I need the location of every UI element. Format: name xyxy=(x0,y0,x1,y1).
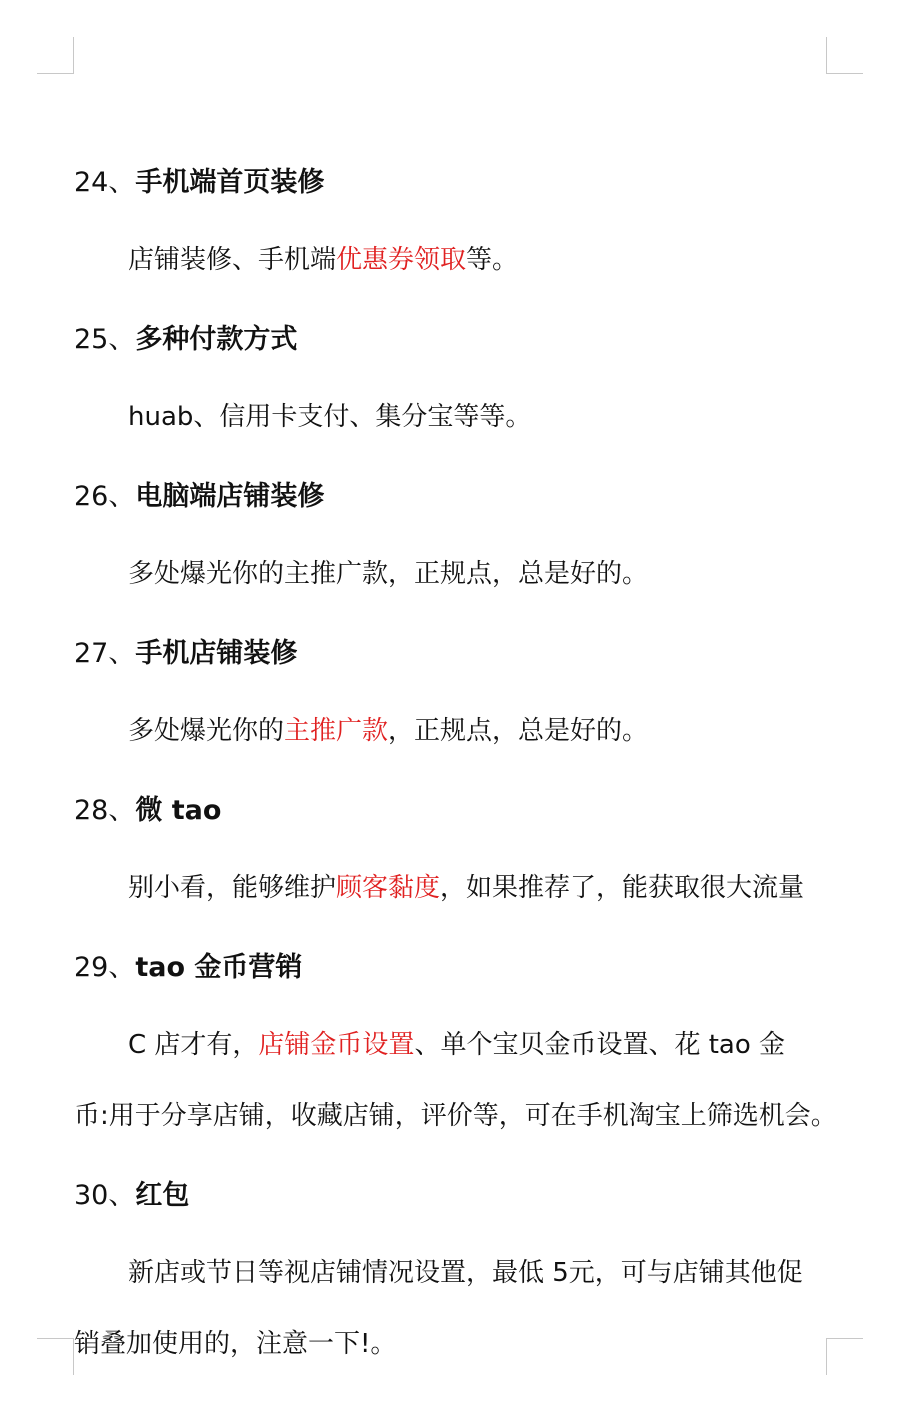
paragraph-line xyxy=(74,1309,854,1380)
section-heading xyxy=(74,469,854,525)
section-heading xyxy=(74,155,854,211)
body-text: C 店才有， xyxy=(128,1030,259,1060)
section-heading xyxy=(74,626,854,682)
section-title: 多种付款方式 xyxy=(135,324,298,355)
body-text: ，如果推荐了，能获取很大流量 xyxy=(440,873,805,903)
body-text: 、单个宝贝金币设置、花 tao 金 xyxy=(414,1030,786,1060)
highlighted-text: 优惠券领取 xyxy=(336,245,467,275)
highlighted-text: 店铺金币设置 xyxy=(258,1030,415,1060)
section xyxy=(74,312,854,469)
section-number: 29、 xyxy=(74,952,136,983)
section xyxy=(74,783,854,940)
section xyxy=(74,155,854,312)
section-title: 电脑端店铺装修 xyxy=(135,481,325,512)
body-text: 销叠加使用的，注意一下!。 xyxy=(74,1329,397,1359)
section-number: 24、 xyxy=(74,167,136,198)
body-text: 多处爆光你的主推广款，正规点，总是好的。 xyxy=(128,559,649,589)
section xyxy=(74,940,854,1168)
crop-mark-bottom-left xyxy=(37,1338,74,1375)
section-number: 30、 xyxy=(74,1180,136,1211)
section xyxy=(74,1168,854,1396)
paragraph-line xyxy=(74,853,854,924)
highlighted-text: 顾客黏度 xyxy=(336,873,441,903)
highlighted-text: 主推广款 xyxy=(284,716,389,746)
paragraph-line xyxy=(74,696,854,767)
paragraph-line xyxy=(74,382,854,453)
section-number: 28、 xyxy=(74,795,136,826)
section xyxy=(74,626,854,783)
body-text: 新店或节日等视店铺情况设置，最低 5元，可与店铺其他促 xyxy=(128,1258,803,1288)
section-number: 26、 xyxy=(74,481,136,512)
section xyxy=(74,469,854,626)
paragraph-line xyxy=(74,1010,854,1081)
section-title: 手机店铺装修 xyxy=(135,638,298,669)
section-title: 微 tao xyxy=(135,795,222,826)
section-number: 25、 xyxy=(74,324,136,355)
body-text: ，正规点，总是好的。 xyxy=(388,716,649,746)
body-text: 币:用于分享店铺，收藏店铺，评价等，可在手机淘宝上筛选机会。 xyxy=(74,1101,837,1131)
body-text: 店铺装修、手机端 xyxy=(128,245,337,275)
section-title: tao 金币营销 xyxy=(135,952,303,983)
section-heading xyxy=(74,312,854,368)
section-heading xyxy=(74,1168,854,1224)
body-text: 等。 xyxy=(466,245,519,275)
body-text: 多处爆光你的 xyxy=(128,716,285,746)
crop-mark-top-left xyxy=(37,37,74,74)
document-body xyxy=(74,155,854,1396)
section-heading xyxy=(74,940,854,996)
crop-mark-top-right xyxy=(826,37,863,74)
paragraph-line xyxy=(74,1238,854,1309)
section-number: 27、 xyxy=(74,638,136,669)
paragraph-line xyxy=(74,225,854,296)
section-title: 手机端首页装修 xyxy=(135,167,325,198)
paragraph-line xyxy=(74,1081,854,1152)
section-heading xyxy=(74,783,854,839)
paragraph-line xyxy=(74,539,854,610)
body-text: 别小看，能够维护 xyxy=(128,873,337,903)
body-text: huab、信用卡支付、集分宝等等。 xyxy=(128,402,532,432)
section-title: 红包 xyxy=(135,1180,190,1211)
